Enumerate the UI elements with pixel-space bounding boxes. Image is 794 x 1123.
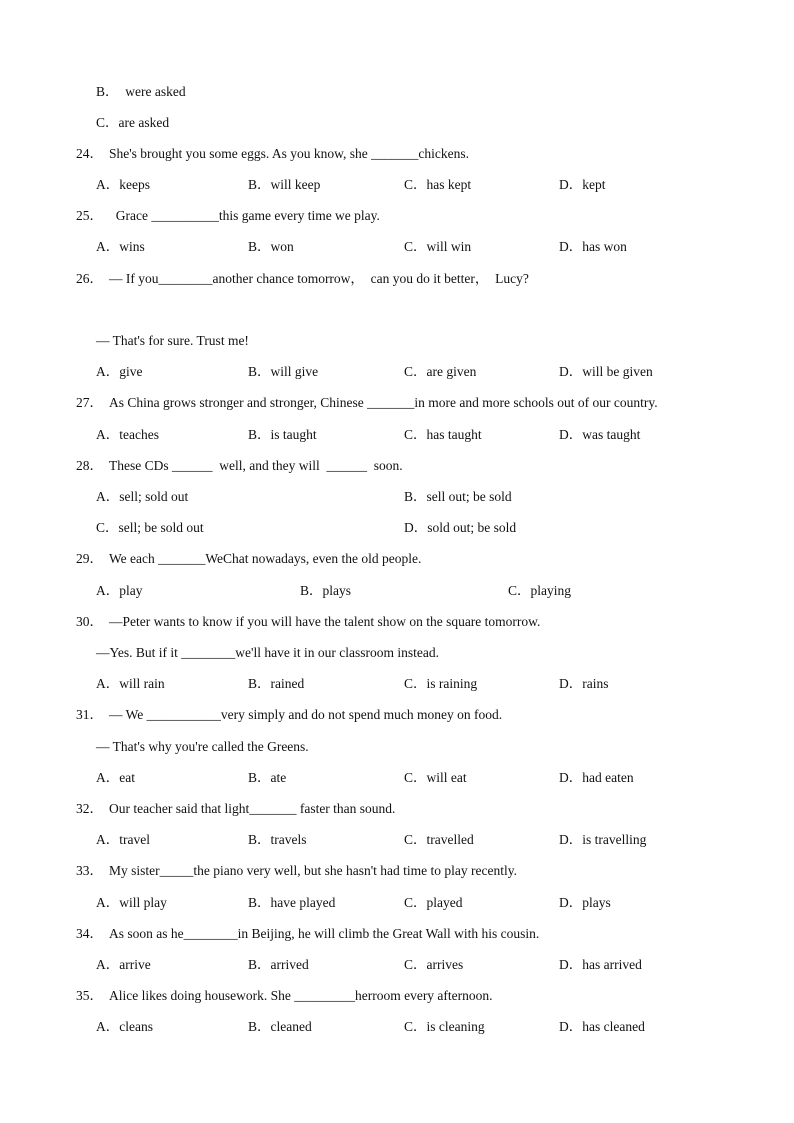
question-28 — [76, 458, 403, 474]
option-label: D． — [559, 832, 583, 847]
option-30-a — [96, 676, 165, 692]
option-text: will win — [426, 239, 472, 254]
question-number: 35． — [76, 988, 103, 1003]
option-text: will rain — [119, 676, 165, 691]
option-label: A． — [96, 427, 120, 442]
option-text: travel — [119, 832, 150, 847]
option-label: D． — [559, 177, 583, 192]
option-text: plays — [322, 583, 352, 598]
option-label: B． — [248, 427, 271, 442]
option-label: B． — [248, 770, 271, 785]
option-24-d — [559, 177, 606, 193]
option-33-d — [559, 895, 611, 911]
option-label: C． — [404, 957, 427, 972]
option-label: C． — [404, 832, 427, 847]
option-32-a — [96, 832, 150, 848]
option-label: B． — [300, 583, 323, 598]
option-label: B． — [248, 364, 271, 379]
option-32-d — [559, 832, 646, 848]
question-27 — [76, 395, 658, 411]
option-label: C． — [508, 583, 531, 598]
option-label: C． — [404, 770, 427, 785]
option-text: played — [426, 895, 463, 910]
option-34-b — [248, 957, 309, 973]
option-30-b — [248, 676, 304, 692]
question-text: — That's why you're called the Greens. — [96, 739, 309, 754]
question-29 — [76, 551, 421, 567]
option-label: D． — [559, 957, 583, 972]
question-text: These CDs ______ well, and they will ______ soon. — [109, 458, 403, 473]
option-text: rains — [582, 676, 609, 691]
option-text: arrived — [270, 957, 309, 972]
option-label: B． — [248, 1019, 271, 1034]
option-31-c — [404, 770, 467, 786]
option-text: have played — [270, 895, 336, 910]
option-text: plays — [582, 895, 611, 910]
option-label: D． — [559, 895, 583, 910]
option-text: play — [119, 583, 143, 598]
option-label: C． — [404, 1019, 427, 1034]
option-label: C． — [404, 895, 427, 910]
option-text: sell; be sold out — [118, 520, 204, 535]
option-label: B． — [248, 832, 271, 847]
option-label: B． — [404, 489, 427, 504]
option-text: has arrived — [582, 957, 642, 972]
option-27-b — [248, 427, 317, 443]
question-32 — [76, 801, 395, 817]
option-30-c — [404, 676, 477, 692]
option-25-d — [559, 239, 627, 255]
question-number: 25． — [76, 208, 103, 223]
option-label: A． — [96, 832, 120, 847]
option-label: D． — [559, 364, 583, 379]
option-text: sell out; be sold — [426, 489, 512, 504]
option-prev-c — [96, 115, 169, 131]
question-number: 26． — [76, 271, 103, 286]
option-text: is taught — [270, 427, 317, 442]
question-text: — We ___________very simply and do not spend much money on food. — [109, 707, 503, 722]
question-text: —Peter wants to know if you will have the talent show on the square tomorrow. — [109, 614, 541, 629]
option-29-b — [300, 583, 351, 599]
option-label: B． — [248, 957, 271, 972]
option-text: sold out; be sold — [427, 520, 517, 535]
question-text: Alice likes doing housework. She _________herroom every afternoon. — [109, 988, 493, 1003]
question-number: 30． — [76, 614, 103, 629]
option-text: arrives — [426, 957, 464, 972]
question-text: As China grows stronger and stronger, Chinese _______in more and more schools out of our country. — [109, 395, 658, 410]
option-text: has won — [582, 239, 627, 254]
option-label: C． — [404, 239, 427, 254]
question-text: She's brought you some eggs. As you know, she _______chickens. — [109, 146, 470, 161]
option-text: cleans — [119, 1019, 153, 1034]
option-label: D． — [559, 427, 583, 442]
option-24-c — [404, 177, 471, 193]
option-label: A． — [96, 583, 120, 598]
option-text: had eaten — [582, 770, 634, 785]
question-26 — [76, 271, 529, 287]
option-35-d — [559, 1019, 645, 1035]
option-25-c — [404, 239, 471, 255]
question-text: My sister_____the piano very well, but she hasn't had time to play recently. — [109, 863, 517, 878]
question-number: 34． — [76, 926, 103, 941]
option-text: will play — [119, 895, 167, 910]
option-label: C． — [96, 520, 119, 535]
option-text: keeps — [119, 177, 150, 192]
option-24-a — [96, 177, 150, 193]
question-text: As soon as he________in Beijing, he will climb the Great Wall with his cousin. — [109, 926, 540, 941]
option-24-b — [248, 177, 320, 193]
option-label: B． — [248, 239, 271, 254]
option-28-d — [404, 520, 516, 536]
option-text: are asked — [118, 115, 170, 130]
option-27-d — [559, 427, 640, 443]
option-text: travels — [270, 832, 307, 847]
option-label: A． — [96, 895, 120, 910]
option-29-a — [96, 583, 143, 599]
question-number: 33． — [76, 863, 103, 878]
option-text: eat — [119, 770, 135, 785]
option-33-b — [248, 895, 335, 911]
option-31-b — [248, 770, 286, 786]
option-label: A． — [96, 489, 120, 504]
option-34-c — [404, 957, 463, 973]
option-text: are given — [426, 364, 477, 379]
option-26-a — [96, 364, 143, 380]
option-text: is travelling — [582, 832, 647, 847]
option-27-c — [404, 427, 482, 443]
option-text: will keep — [270, 177, 321, 192]
option-33-c — [404, 895, 463, 911]
option-text: has cleaned — [582, 1019, 645, 1034]
option-label: C． — [404, 364, 427, 379]
question-text: We each _______WeChat nowadays, even the old people. — [109, 551, 422, 566]
option-32-b — [248, 832, 307, 848]
option-label: B． — [96, 84, 119, 99]
question-text: Grace __________this game every time we play. — [109, 208, 380, 223]
option-label: A． — [96, 770, 120, 785]
question-26-reply — [96, 333, 249, 349]
option-25-b — [248, 239, 294, 255]
option-label: D． — [404, 520, 428, 535]
option-text: wins — [119, 239, 145, 254]
option-text: will give — [270, 364, 319, 379]
question-text: — If you________another chance tomorrow， can you do it better， Lucy? — [109, 271, 529, 286]
option-text: will be given — [582, 364, 653, 379]
option-label: C． — [404, 676, 427, 691]
option-label: B． — [248, 676, 271, 691]
question-text: — That's for sure. Trust me! — [96, 333, 249, 348]
option-33-a — [96, 895, 167, 911]
option-28-c — [96, 520, 204, 536]
option-text: ate — [270, 770, 287, 785]
option-text: kept — [582, 177, 606, 192]
option-31-a — [96, 770, 135, 786]
question-25 — [76, 208, 380, 224]
option-31-d — [559, 770, 634, 786]
question-35 — [76, 988, 493, 1004]
option-label: A． — [96, 676, 120, 691]
question-34 — [76, 926, 539, 942]
question-30-reply — [96, 645, 439, 661]
option-label: C． — [96, 115, 119, 130]
option-30-d — [559, 676, 609, 692]
question-31 — [76, 707, 502, 723]
option-text: cleaned — [270, 1019, 312, 1034]
option-label: B． — [248, 895, 271, 910]
option-35-c — [404, 1019, 485, 1035]
option-label: D． — [559, 239, 583, 254]
question-30 — [76, 614, 540, 630]
option-28-b — [404, 489, 512, 505]
option-label: A． — [96, 1019, 120, 1034]
question-33 — [76, 863, 517, 879]
option-text: travelled — [426, 832, 474, 847]
option-25-a — [96, 239, 145, 255]
question-31-reply — [96, 739, 309, 755]
option-text: rained — [270, 676, 305, 691]
option-text: sell; sold out — [119, 489, 189, 504]
option-text: has taught — [426, 427, 482, 442]
option-27-a — [96, 427, 159, 443]
option-text: is cleaning — [426, 1019, 485, 1034]
option-label: B． — [248, 177, 271, 192]
option-label: D． — [559, 1019, 583, 1034]
option-label: D． — [559, 770, 583, 785]
option-26-c — [404, 364, 476, 380]
question-text: —Yes. But if it ________we'll have it in our classroom instead. — [96, 645, 440, 660]
question-number: 32． — [76, 801, 103, 816]
option-34-d — [559, 957, 642, 973]
option-text: has kept — [426, 177, 472, 192]
option-text: give — [119, 364, 143, 379]
option-26-b — [248, 364, 318, 380]
option-32-c — [404, 832, 474, 848]
option-35-b — [248, 1019, 312, 1035]
option-34-a — [96, 957, 151, 973]
option-text: arrive — [119, 957, 151, 972]
option-text: will eat — [426, 770, 467, 785]
option-text: won — [270, 239, 294, 254]
option-text: were asked — [118, 84, 186, 99]
option-28-a — [96, 489, 188, 505]
question-number: 27． — [76, 395, 103, 410]
question-number: 24． — [76, 146, 103, 161]
question-text: Our teacher said that light_______ faster than sound. — [109, 801, 396, 816]
question-number: 29． — [76, 551, 103, 566]
option-35-a — [96, 1019, 153, 1035]
question-number: 28． — [76, 458, 103, 473]
option-label: A． — [96, 364, 120, 379]
option-prev-b — [96, 84, 186, 100]
option-label: A． — [96, 957, 120, 972]
question-number: 31． — [76, 707, 103, 722]
option-text: playing — [530, 583, 572, 598]
option-29-c — [508, 583, 571, 599]
option-text: was taught — [582, 427, 641, 442]
option-26-d — [559, 364, 653, 380]
option-label: A． — [96, 177, 120, 192]
option-label: C． — [404, 427, 427, 442]
option-label: A． — [96, 239, 120, 254]
option-text: is raining — [426, 676, 478, 691]
option-text: teaches — [119, 427, 159, 442]
option-label: D． — [559, 676, 583, 691]
option-label: C． — [404, 177, 427, 192]
question-24 — [76, 146, 469, 162]
